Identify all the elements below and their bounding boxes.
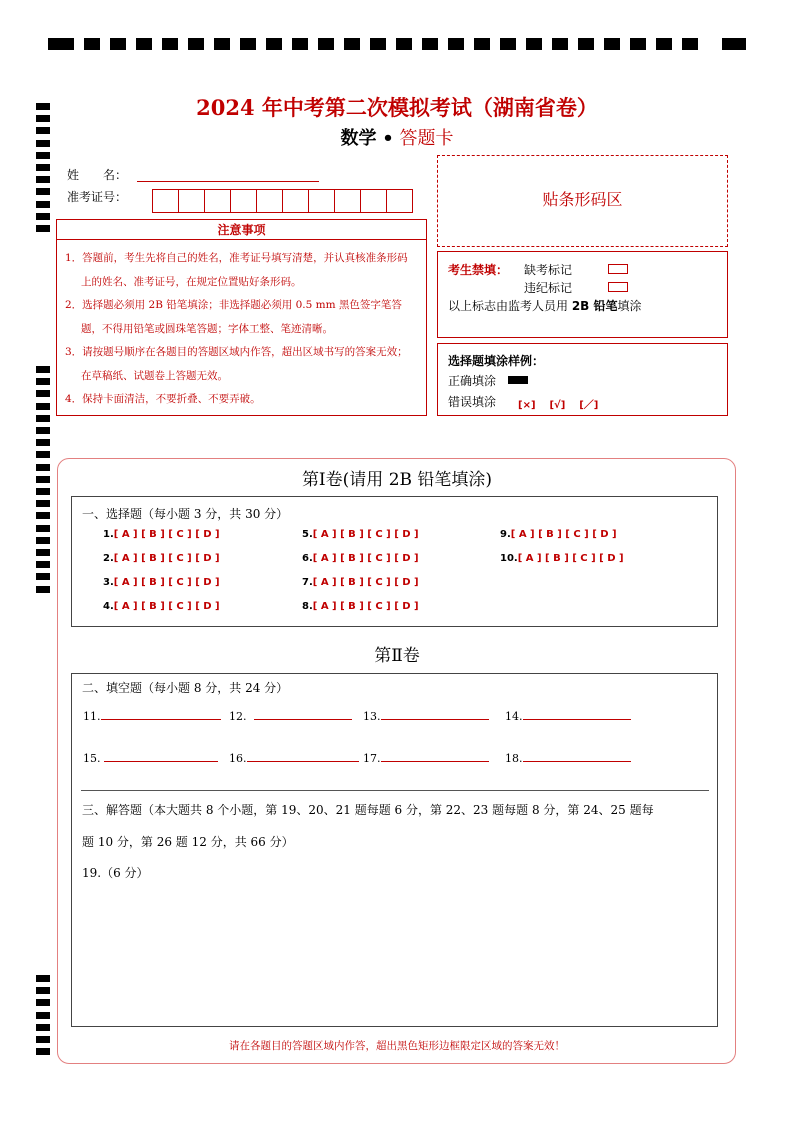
timing-mark: [36, 573, 50, 580]
q-num: 2.: [103, 553, 114, 564]
q-num: 5.: [302, 529, 313, 540]
q-num: 3.: [103, 577, 114, 588]
blank-num: 17.: [363, 752, 381, 765]
q-num: 10.: [500, 553, 518, 564]
question-5[interactable]: [302, 529, 419, 540]
notice-item: 3．请按题号顺序在各题目的答题区域内作答，超出区域书写的答案无效；在草稿纸、试题卷上答题无效。: [65, 346, 408, 382]
id-cell[interactable]: [360, 189, 387, 213]
timing-mark: [36, 213, 50, 220]
question-4[interactable]: [103, 601, 220, 612]
prohibited-label: 考生禁填：: [448, 263, 509, 277]
id-cell[interactable]: [334, 189, 361, 213]
blank-12[interactable]: [229, 709, 352, 723]
wrong-marks: [518, 396, 598, 411]
timing-mark: [36, 201, 50, 208]
fill-sample-box: [437, 343, 728, 416]
note-pre: 以上标志由监考人员用: [448, 299, 572, 313]
timing-mark: [36, 152, 50, 159]
question-19-label: 19.（6 分）: [82, 866, 149, 880]
q-options[interactable]: [ A ] [ B ] [ C ] [ D ]: [312, 601, 419, 612]
card-label: 答题卡: [399, 128, 454, 149]
barcode-area: 贴条形码区: [437, 155, 728, 247]
blank-17[interactable]: [363, 751, 489, 765]
q-options[interactable]: [ A ] [ B ] [ C ] [ D ]: [113, 577, 220, 588]
timing-mark: [36, 525, 50, 532]
wrong-mark: [／]: [579, 400, 599, 411]
timing-mark: [36, 549, 50, 556]
timing-mark: [36, 176, 50, 183]
notice-item: 4．保持卡面清洁，不要折叠、不要弄破。: [65, 393, 261, 405]
timing-mark: [36, 975, 50, 982]
page-subtitle: [0, 124, 794, 150]
subject: 数学: [340, 128, 377, 149]
blank-num: 18.: [505, 752, 523, 765]
blank-13[interactable]: [363, 709, 489, 723]
blank-num: 11.: [83, 710, 101, 723]
timing-mark: [36, 427, 50, 434]
blank-15[interactable]: [83, 751, 218, 765]
absent-label: 缺考标记: [524, 263, 573, 277]
prohibited-note: [448, 297, 642, 314]
notice-item: 2．选择题必须用 2B 铅笔填涂；非选择题必须用 0.5 mm 黑色签字笔答题，不得用铅笔或圆珠笔答题；字体工整、笔迹清晰。: [65, 299, 402, 335]
question-1[interactable]: [103, 529, 220, 540]
blank-11[interactable]: [83, 709, 221, 723]
q-options[interactable]: [ A ] [ B ] [ C ] [ D ]: [312, 529, 419, 540]
q-num: 8.: [302, 601, 313, 612]
note-post: 填涂: [617, 299, 642, 313]
wrong-mark: [×]: [518, 400, 536, 411]
solve-section-title-1: 三、解答题（本大题共 8 个小题，第 19、20、21 题每题 6 分，第 22、23 题每题 8 分，第 24、25 题每: [82, 803, 654, 817]
timing-mark: [36, 987, 50, 994]
fill-section-title: 二、填空题（每小题 8 分，共 24 分）: [82, 681, 289, 695]
violation-label: 违纪标记: [524, 281, 573, 295]
q-options[interactable]: [ A ] [ B ] [ C ] [ D ]: [517, 553, 624, 564]
q-num: 7.: [302, 577, 313, 588]
dot: •: [382, 128, 394, 149]
id-cell[interactable]: [204, 189, 231, 213]
question-3[interactable]: [103, 577, 220, 588]
timing-mark: [36, 378, 50, 385]
timing-mark: [36, 439, 50, 446]
timing-mark: [36, 500, 50, 507]
q-options[interactable]: [ A ] [ B ] [ C ] [ D ]: [113, 601, 220, 612]
timing-mark: [36, 366, 50, 373]
page-title: 2024 年中考第二次模拟考试（湖南省卷）: [196, 95, 598, 120]
sample-label: 选择题填涂样例：: [448, 354, 545, 368]
notice-item: 1．答题前，考生先将自己的姓名，准考证号填写清楚，并认真核准条形码上的姓名、准考证号，在规定位置贴好条形码。: [65, 252, 408, 288]
timing-mark: [36, 164, 50, 171]
part1-title: 第Ⅰ卷(请用 2B 铅笔填涂): [301, 470, 493, 490]
blank-16[interactable]: [229, 751, 359, 765]
id-cell[interactable]: [152, 189, 179, 213]
q-options[interactable]: [ A ] [ B ] [ C ] [ D ]: [113, 529, 220, 540]
blank-num: 12.: [229, 710, 247, 723]
question-6[interactable]: [302, 553, 419, 564]
name-field[interactable]: [137, 180, 319, 182]
id-cell[interactable]: [178, 189, 205, 213]
id-cell[interactable]: [256, 189, 283, 213]
blank-num: 16.: [229, 752, 247, 765]
note-bold: 2B 铅笔: [571, 299, 618, 313]
notice-heading: 注意事项: [56, 219, 427, 240]
correct-label: 正确填涂: [448, 374, 497, 388]
question-8[interactable]: [302, 601, 419, 612]
timing-mark: [36, 390, 50, 397]
timing-mark: [36, 1012, 50, 1019]
wrong-label: 错误填涂: [448, 395, 497, 409]
examiner-only-box: [437, 251, 728, 338]
q-num: 1.: [103, 529, 114, 540]
q-options[interactable]: [ A ] [ B ] [ C ] [ D ]: [312, 577, 419, 588]
q-num: 6.: [302, 553, 313, 564]
timing-mark: [36, 561, 50, 568]
question-2[interactable]: [103, 553, 220, 564]
question-10[interactable]: [500, 553, 624, 564]
timing-mark: [36, 451, 50, 458]
q-num: 9.: [500, 529, 511, 540]
q-options[interactable]: [ A ] [ B ] [ C ] [ D ]: [510, 529, 617, 540]
timing-mark: [36, 188, 50, 195]
choice-section-title: 一、选择题（每小题 3 分，共 30 分）: [82, 507, 289, 521]
timing-mark: [36, 403, 50, 410]
q-options[interactable]: [ A ] [ B ] [ C ] [ D ]: [113, 553, 220, 564]
violation-mark[interactable]: [608, 282, 628, 292]
q-num: 4.: [103, 601, 114, 612]
notice-box: [56, 239, 427, 416]
footer-warning: 请在各题目的答题区域内作答，超出黑色矩形边框限定区域的答案无效！: [229, 1040, 565, 1052]
id-cell[interactable]: [230, 189, 257, 213]
wrong-mark: [√]: [549, 400, 566, 411]
blank-18[interactable]: [505, 751, 631, 765]
id-label: 准考证号：: [67, 190, 128, 204]
timing-mark: [36, 537, 50, 544]
answer-area-19[interactable]: [82, 885, 702, 1020]
blank-num: 15.: [83, 752, 101, 765]
timing-mark: [36, 1024, 50, 1031]
timing-mark: [36, 225, 50, 232]
blank-num: 13.: [363, 710, 381, 723]
id-cell[interactable]: [386, 189, 413, 213]
timing-mark: [36, 999, 50, 1006]
absent-mark[interactable]: [608, 264, 628, 274]
q-options[interactable]: [ A ] [ B ] [ C ] [ D ]: [312, 553, 419, 564]
top-timing-marks: [48, 38, 746, 50]
timing-mark: [36, 586, 50, 593]
question-7[interactable]: [302, 577, 419, 588]
section-divider: [81, 790, 709, 791]
name-label: 姓 名：: [67, 168, 128, 182]
correct-fill: [508, 376, 528, 384]
question-9[interactable]: [500, 529, 617, 540]
id-cell[interactable]: [282, 189, 309, 213]
blank-num: 14.: [505, 710, 523, 723]
timing-mark: [36, 415, 50, 422]
exam-id-boxes[interactable]: [152, 189, 412, 213]
timing-mark: [36, 512, 50, 519]
id-cell[interactable]: [308, 189, 335, 213]
solve-section-title-2: 题 10 分，第 26 题 12 分，共 66 分）: [82, 835, 294, 849]
part2-title: 第Ⅱ卷: [374, 646, 420, 666]
blank-14[interactable]: [505, 709, 631, 723]
